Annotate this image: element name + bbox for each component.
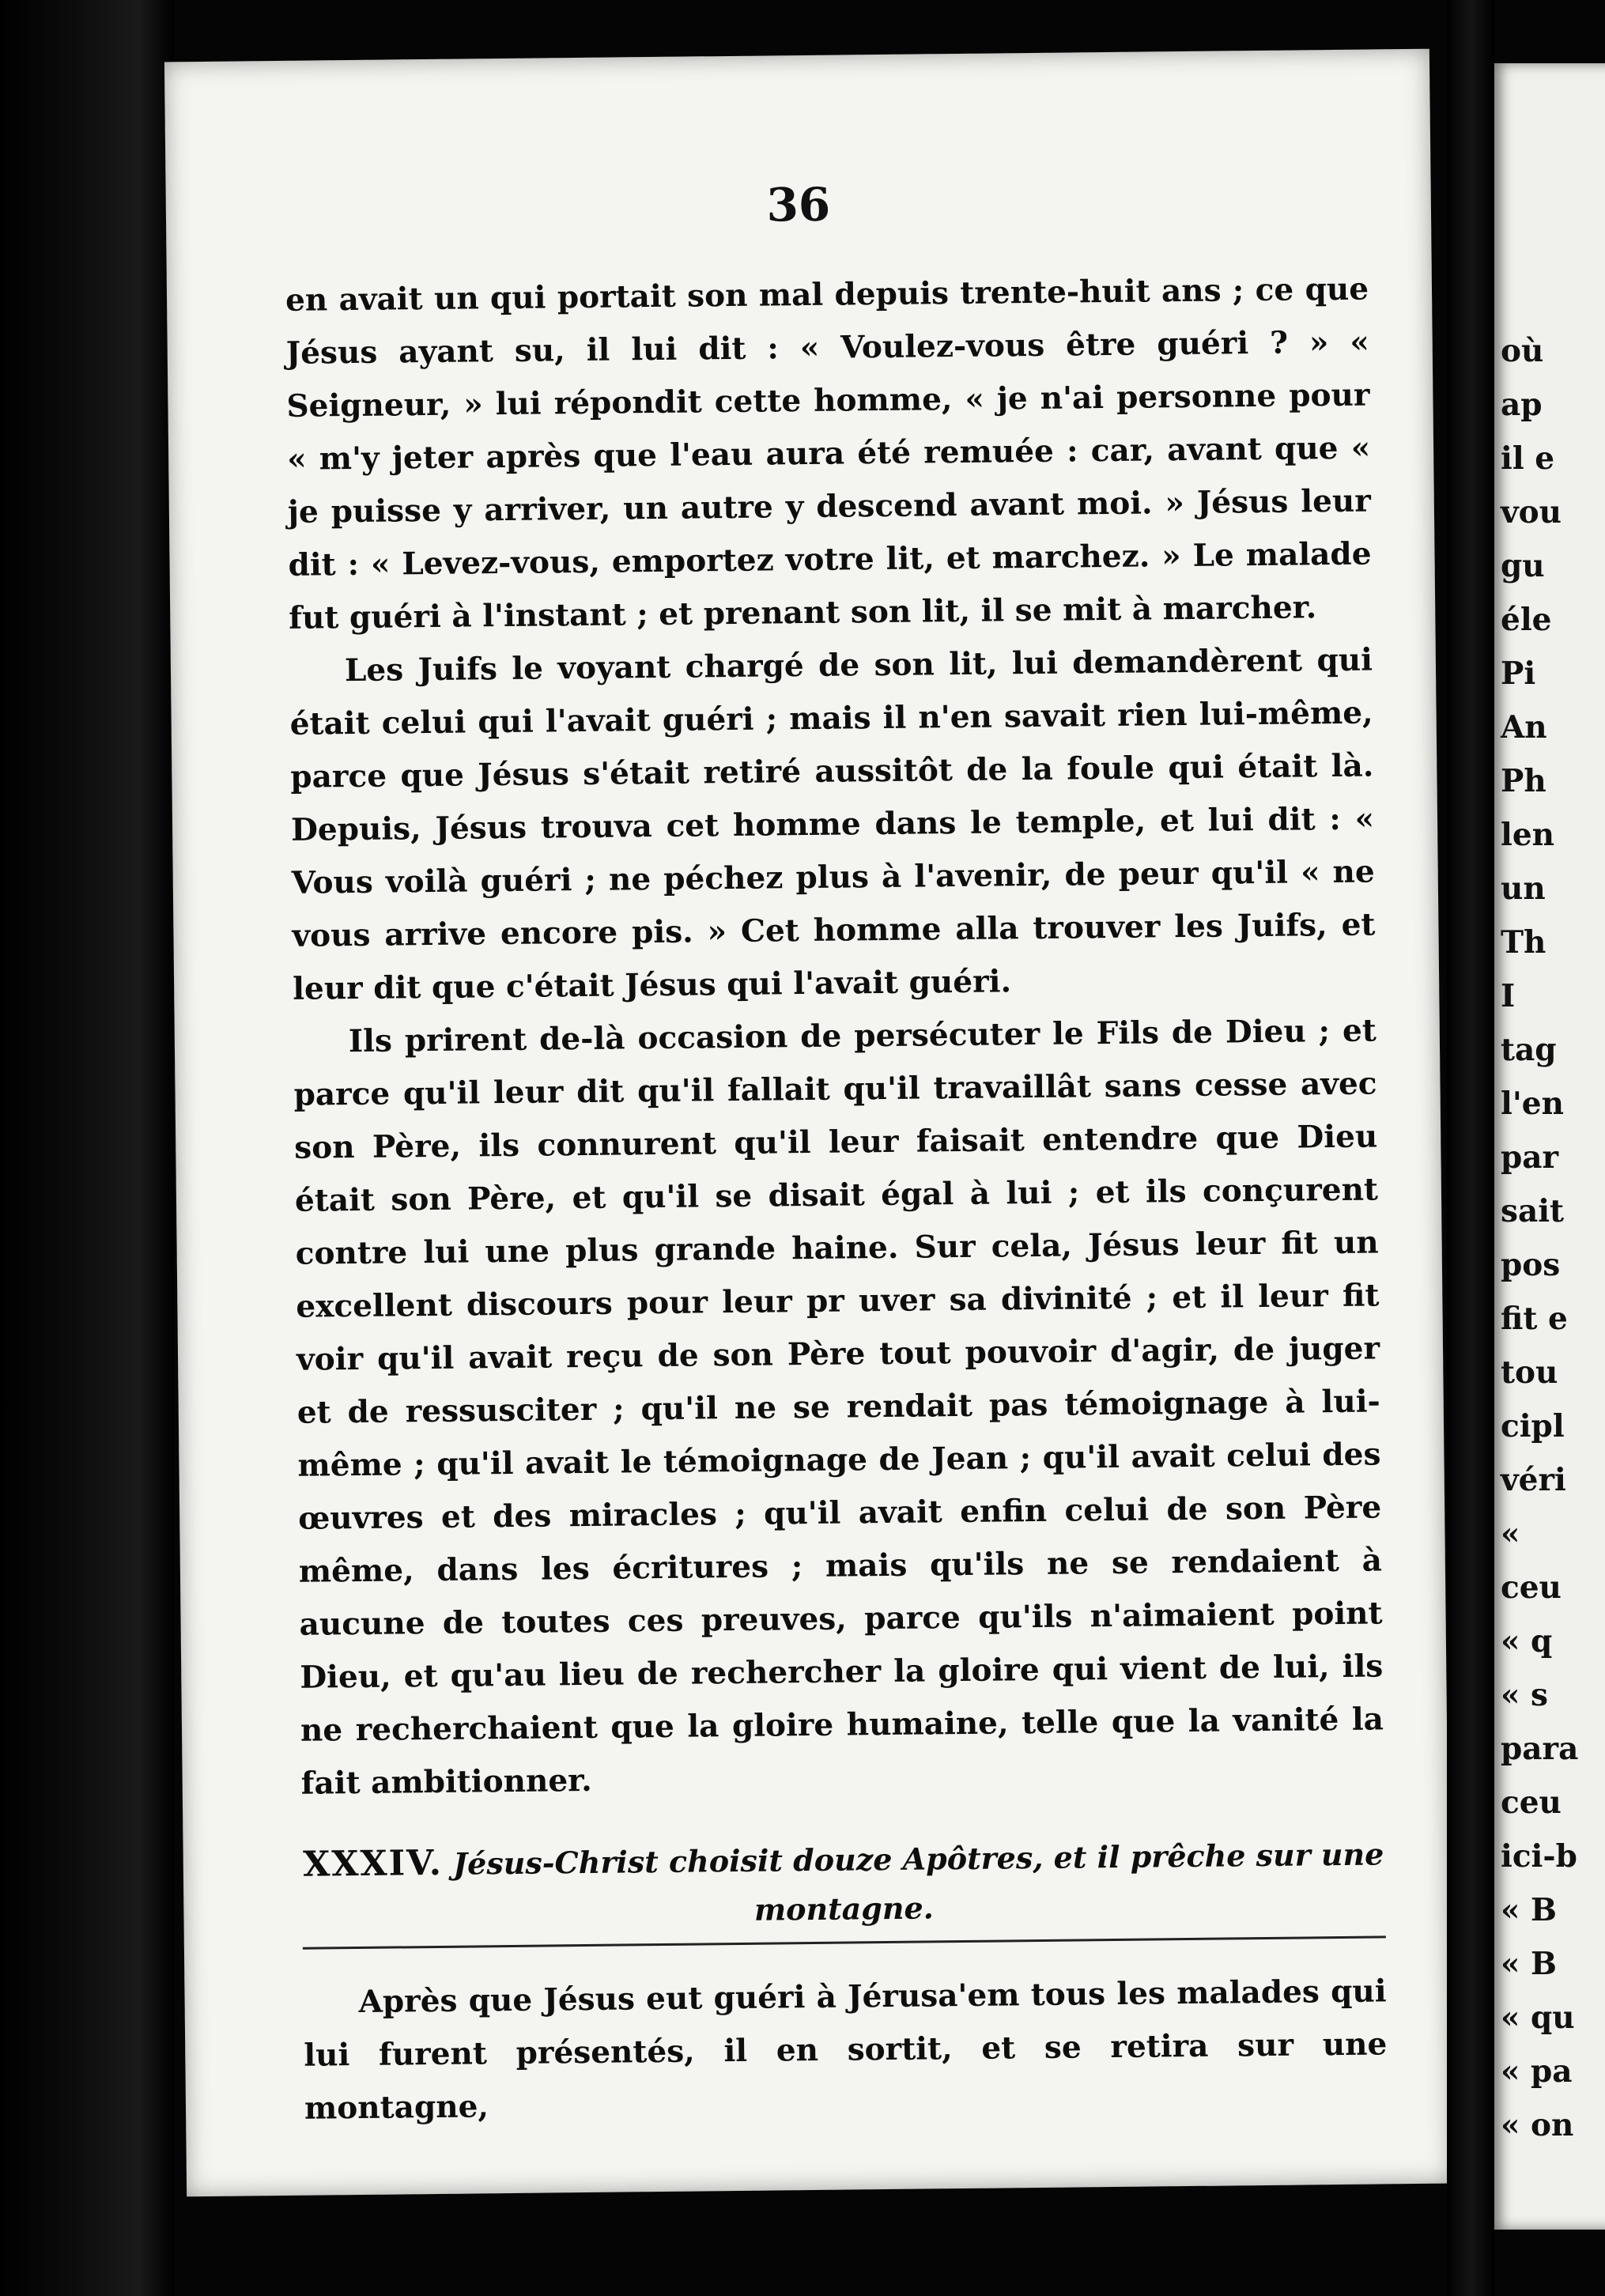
- section-number: XXXIV.: [302, 1842, 444, 1885]
- facing-page-fragment: tag: [1501, 1032, 1557, 1068]
- paragraph-1: en avait un qui portait son mal depuis trente-huit ans ; ce que Jésus ayant su, il lui dit : « Voulez-vous être guéri ? » « Seigneur, » lui répondit cette homme, « je n'ai personne pour « m'y jeter après que l'eau aura été remuée : car, avant que « je puisse y arriver, un autre y descend avant moi. » Jésus leur dit : « Levez-vous, emportez votre lit, et marchez. » Le malade fut guéri à l'instant ; et prenant son lit, il se mit à marcher.: [285, 270, 1372, 636]
- left-gutter: [0, 0, 174, 2296]
- facing-page-fragment: « B: [1501, 1892, 1557, 1928]
- facing-page-fragment: ici-b: [1501, 1838, 1577, 1875]
- facing-page-fragment: An: [1501, 709, 1547, 746]
- facing-page-fragment: « on: [1501, 2107, 1574, 2143]
- facing-page-fragment: Pi: [1501, 655, 1536, 692]
- section-rule: [303, 1935, 1386, 1949]
- facing-page-fragment: tou: [1501, 1354, 1558, 1391]
- facing-page-fragment: ceu: [1501, 1784, 1562, 1821]
- facing-page-text: [1501, 324, 1578, 2152]
- facing-page-fragment: para: [1501, 1731, 1579, 1767]
- facing-page-fragment: sait: [1501, 1193, 1565, 1229]
- paragraph-3: Ils prirent de-là occasion de persécuter le Fils de Dieu ; et parce qu'il leur dit qu'il fallait qu'il travaillât sans cesse avec son Père, ils connurent qu'il leur faisait entendre que Dieu était son Père, et qu'il se disait égal à lui ; et ils conçurent contre lui une plus grande haine. Sur cela, Jésus leur fit un excellent discours pour leur pr uver sa divinité ; et il leur fit voir qu'il avait reçu de son Père tout pouvoir d'agir, de juger et de ressusciter ; qu'il ne se rendait pas témoignage à lui-même ; qu'il avait le témoignage de Jean ; qu'il avait celui des œuvres et des miracles ; qu'il avait enfin celui de son Père même, dans les écritures ; mais qu'ils ne se rendaient à aucune de toutes ces preuves, parce qu'ils n'aimaient point Dieu, et qu'au lieu de rechercher la gloire qui vient de lui, ils ne recherchaient que la gloire humaine, telle que la vanité la fait ambitionner.: [293, 1012, 1384, 1802]
- facing-page-fragment: éle: [1501, 602, 1552, 638]
- page-number: 36: [766, 177, 831, 232]
- facing-page-fragment: ap: [1501, 387, 1543, 423]
- paragraph-4: Après que Jésus eut guéri à Jérusa'em tous les malades qui lui furent présentés, il en sortit, et se retira sur une montagne,: [304, 1973, 1388, 2127]
- facing-page-fragment: I: [1501, 978, 1516, 1014]
- book-spine: [1447, 0, 1494, 2296]
- facing-page-fragment: « qu: [1501, 2000, 1575, 2036]
- page-body: [285, 263, 1388, 2136]
- facing-page-fragment: un: [1501, 870, 1546, 907]
- facing-page-fragment: len: [1501, 817, 1554, 853]
- facing-page-fragment: ceu: [1501, 1569, 1562, 1606]
- facing-page-fragment: pos: [1501, 1247, 1561, 1283]
- facing-page-fragment: par: [1501, 1139, 1559, 1176]
- facing-page-fragment: cipl: [1501, 1408, 1565, 1444]
- facing-page-fragment: gu: [1501, 548, 1545, 584]
- facing-page-fragment: « q: [1501, 1623, 1553, 1660]
- facing-page-fragment: Th: [1501, 924, 1546, 961]
- facing-page-fragment: il e: [1501, 440, 1555, 477]
- section-title: Jésus-Christ choisit douze Apôtres, et il prêche sur une montagne.: [452, 1836, 1384, 1928]
- facing-page-fragment: « B: [1501, 1946, 1557, 1982]
- facing-page-fragment: « s: [1501, 1677, 1548, 1713]
- book-page: [164, 49, 1452, 2197]
- facing-page-fragment: où: [1501, 333, 1544, 369]
- facing-page-fragment: l'en: [1501, 1086, 1564, 1122]
- facing-page: [1494, 63, 1605, 2230]
- facing-page-fragment: « pa: [1501, 2053, 1573, 2090]
- facing-page-fragment: «: [1501, 1516, 1520, 1552]
- facing-page-fragment: Ph: [1501, 763, 1546, 799]
- facing-page-fragment: vou: [1501, 494, 1562, 531]
- paragraph-2: Les Juifs le voyant chargé de son lit, lui demandèrent qui était celui qui l'avait guéri ; mais il n'en savait rien lui-même, parce que Jésus s'était retiré aussitôt de la foule qui était là. Depuis, Jésus trouva cet homme dans le temple, et lui dit : « Vous voilà guéri ; ne péchez plus à l'avenir, de peur qu'il « ne vous arrive encore pis. » Cet homme alla trouver les Juifs, et leur dit que c'était Jésus qui l'avait guéri.: [289, 641, 1376, 1007]
- facing-page-fragment: véri: [1501, 1462, 1566, 1498]
- facing-page-fragment: fit e: [1501, 1301, 1568, 1337]
- section-heading: [301, 1829, 1385, 1939]
